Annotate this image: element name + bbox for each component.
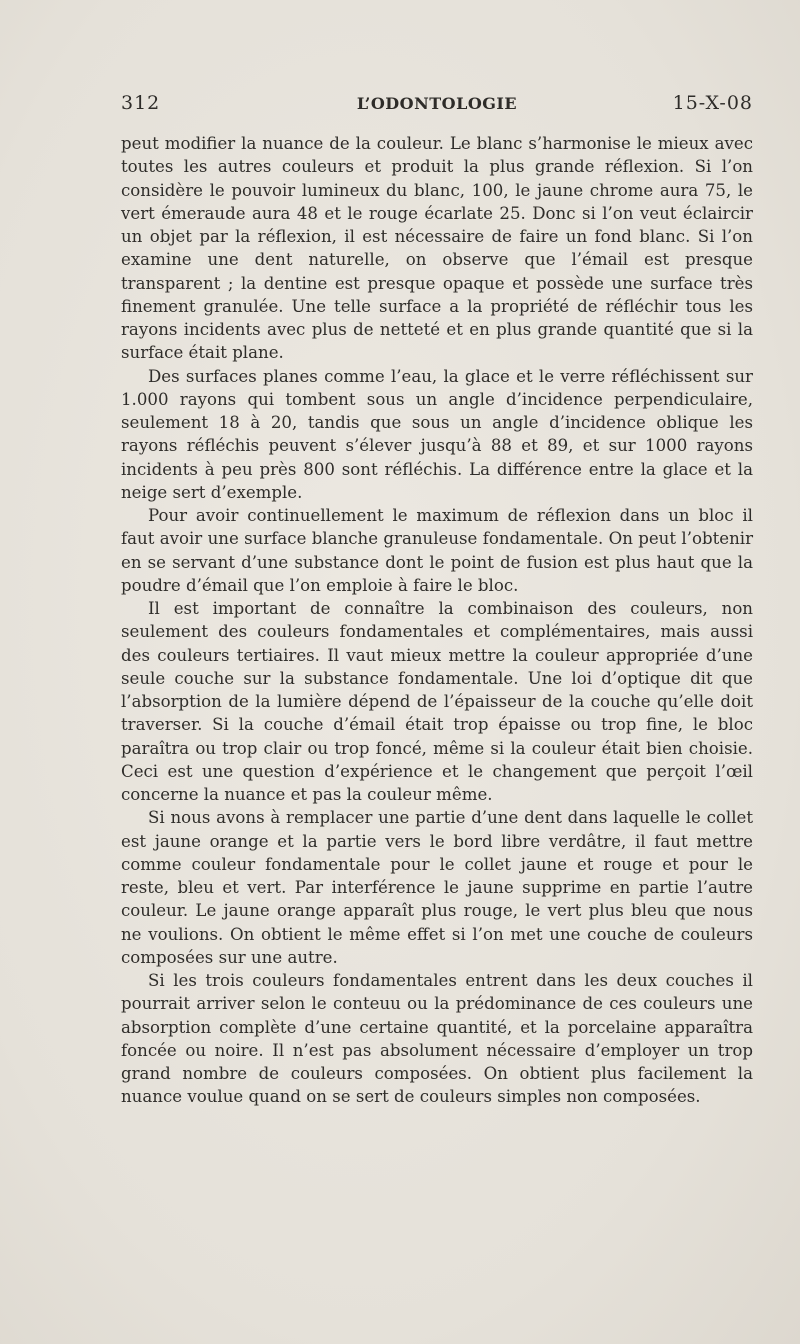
running-header	[121, 92, 753, 122]
paragraph-6: Si les trois couleurs fondamentales entrent dans les deux couches il pourrait arriver selon le conteuu ou la prédominance de ces couleurs une absorption complète d’une certaine quantité, et la porcelaine apparaîtra foncée ou noire. Il n’est pas absolument nécessaire d’employer un trop grand nombre de couleurs composées. On obtient plus facilement la nuance voulue quand on se sert de couleurs simples non composées.	[121, 971, 753, 1107]
paragraph-5: Si nous avons à remplacer une partie d’une dent dans laquelle le collet est jaune orange et la partie vers le bord libre verdâtre, il faut mettre comme couleur fondamentale pour le collet jaune et rouge et pour le reste, bleu et vert. Par interférence le jaune supprime en partie l’autre couleur. Le jaune orange apparaît plus rouge, le vert plus bleu que nous ne voulions. On obtient le même effet si l’on met une couche de couleurs composées sur une autre.	[121, 808, 753, 967]
body-text	[121, 132, 753, 1109]
paragraph-3: Pour avoir continuellement le maximum de réflexion dans un bloc il faut avoir une surface blanche granuleuse fondamentale. On peut l’obtenir en se servant d’une substance dont le point de fusion est plus haut que la poudre d’émail que l’on emploie à faire le bloc.	[121, 506, 753, 595]
page-number: 312	[121, 92, 161, 114]
journal-title: L’ODONTOLOGIE	[356, 94, 518, 113]
paragraph-1: peut modifier la nuance de la couleur. Le blanc s’harmonise le mieux avec toutes les autres couleurs et produit la plus grande réflexion. Si l’on considère le pouvoir lumineux du blanc, 100, le jaune chrome aura 75, le vert émeraude aura 48 et le rouge écarlate 25. Donc si l’on veut éclaircir un objet par la réflexion, il est nécessaire de faire un fond blanc. Si l’on examine une dent naturelle, on observe que l’émail est presque transparent ; la dentine est presque opaque et possède une surface très finement granulée. Une telle surface a la propriété de réfléchir tous les rayons incidents avec plus de netteté et en plus grande quantité que si la surface était plane.	[121, 134, 753, 363]
issue-date: 15-X-08	[672, 92, 753, 114]
paragraph-2: Des surfaces planes comme l’eau, la glace et le verre réfléchissent sur 1.000 rayons qui tombent sous un angle d’incidence perpendiculaire, seulement 18 à 20, tandis que sous un angle d’incidence oblique les rayons réfléchis peuvent s’élever jusqu’à 88 et 89, et sur 1000 rayons incidents à peu près 800 sont réfléchis. La différence entre la glace et la neige sert d’exemple.	[121, 366, 753, 502]
paragraph-4: Il est important de connaître la combinaison des couleurs, non seulement des couleurs fondamentales et complémentaires, mais aussi des couleurs tertiaires. Il vaut mieux mettre la couleur appropriée d’une seule couche sur la substance fondamentale. Une loi d’optique dit que l’absorption de la lumière dépend de l’épaisseur de la couche qu’elle doit traverser. Si la couche d’émail était trop épaisse ou trop fine, le bloc paraîtra ou trop clair ou trop foncé, même si la couleur était bien choisie. Ceci est une question d’expérience et le changement que perçoit l’œil concerne la nuance et pas la couleur même.	[121, 599, 753, 804]
